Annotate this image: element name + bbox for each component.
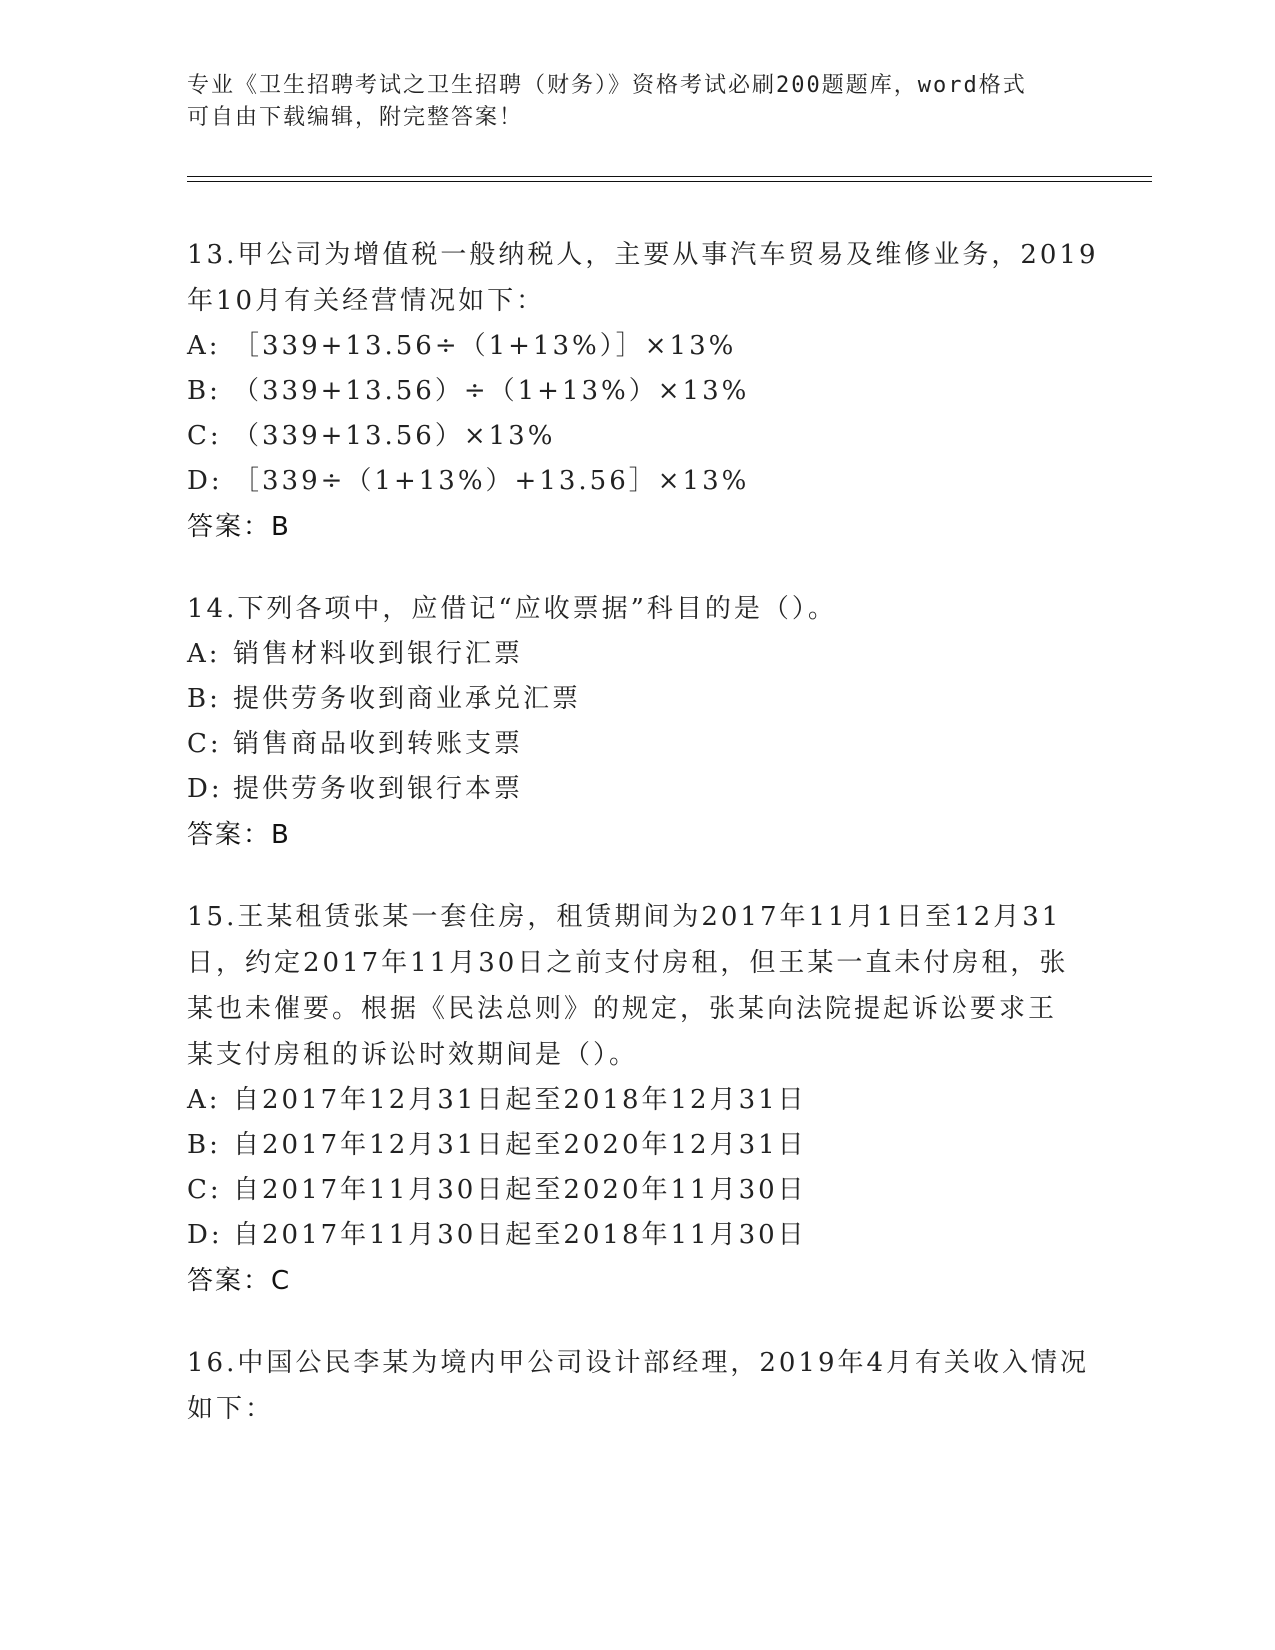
question-16 <box>187 1340 1090 1432</box>
option-letter: A: <box>187 1085 221 1115</box>
option-d <box>187 459 1087 504</box>
stem-line: 13.甲公司为增值税一般纳税人，主要从事汽车贸易及维修业务，2019 <box>187 240 1099 270</box>
option-text: 销售材料收到银行汇票 <box>233 639 524 669</box>
answer-line: 答案：C <box>187 1266 292 1296</box>
header-divider-top <box>187 176 1152 177</box>
stem-line: 15.王某租赁张某一套住房，租赁期间为2017年11月1日至12月31 <box>187 902 1062 932</box>
option-text: （339+13.56）×13% <box>233 421 556 451</box>
option-a <box>187 324 1087 369</box>
option-d <box>187 767 1087 812</box>
option-letter: D: <box>187 466 223 496</box>
question-stem <box>187 894 1087 1078</box>
option-letter: C: <box>187 1175 222 1205</box>
option-letter: C: <box>187 729 222 759</box>
option-text: （339+13.56）÷（1+13%）×13% <box>233 376 750 406</box>
stem-line: 14.下列各项中，应借记“应收票据”科目的是（）。 <box>187 594 837 624</box>
option-letter: B: <box>187 376 221 406</box>
option-text: 提供劳务收到商业承兑汇票 <box>233 684 582 714</box>
option-text: 提供劳务收到银行本票 <box>233 774 524 804</box>
stem-line: 日，约定2017年11月30日之前支付房租，但王某一直未付房租，张 <box>187 948 1069 978</box>
stem-line: 某也未催要。根据《民法总则》的规定，张某向法院提起诉讼要求王 <box>187 994 1058 1024</box>
stem-line: 16.中国公民李某为境内甲公司设计部经理，2019年4月有关收入情况 <box>187 1348 1090 1378</box>
question-15 <box>187 894 1087 1304</box>
header-divider-bottom <box>187 181 1152 182</box>
option-a <box>187 632 1087 677</box>
option-d <box>187 1213 1087 1258</box>
option-letter: B: <box>187 1130 221 1160</box>
option-b <box>187 677 1087 722</box>
option-c <box>187 722 1087 767</box>
option-text: ［339÷（1+13%）+13.56］×13% <box>233 466 750 496</box>
option-text: ［339+13.56÷（1+13%）］×13% <box>233 331 737 361</box>
option-letter: A: <box>187 331 221 361</box>
stem-line: 年10月有关经营情况如下： <box>187 286 546 316</box>
option-letter: B: <box>187 684 221 714</box>
option-text: 自2017年11月30日起至2020年11月30日 <box>233 1175 807 1205</box>
question-stem <box>187 232 1099 324</box>
header-line-2: 可自由下载编辑，附完整答案！ <box>187 105 524 130</box>
question-13 <box>187 232 1099 550</box>
option-text: 自2017年12月31日起至2018年12月31日 <box>233 1085 807 1115</box>
question-list <box>187 232 1099 1468</box>
question-stem <box>187 1340 1090 1432</box>
question-stem <box>187 586 1087 632</box>
document-header <box>187 70 1087 134</box>
stem-line: 某支付房租的诉讼时效期间是（）。 <box>187 1040 639 1070</box>
option-c <box>187 1168 1087 1213</box>
option-c <box>187 414 1087 459</box>
question-14 <box>187 586 1087 858</box>
answer-line: 答案：B <box>187 512 291 542</box>
option-text: 销售商品收到转账支票 <box>233 729 524 759</box>
option-a <box>187 1078 1087 1123</box>
option-text: 自2017年11月30日起至2018年11月30日 <box>233 1220 807 1250</box>
option-b <box>187 369 1087 414</box>
option-letter: C: <box>187 421 222 451</box>
option-b <box>187 1123 1087 1168</box>
option-letter: D: <box>187 774 223 804</box>
answer-line: 答案：B <box>187 820 291 850</box>
option-letter: A: <box>187 639 221 669</box>
option-letter: D: <box>187 1220 223 1250</box>
header-line-1: 专业《卫生招聘考试之卫生招聘（财务）》资格考试必刷200题题库，word格式 <box>187 73 1027 98</box>
option-text: 自2017年12月31日起至2020年12月31日 <box>233 1130 807 1160</box>
stem-line: 如下： <box>187 1394 275 1424</box>
